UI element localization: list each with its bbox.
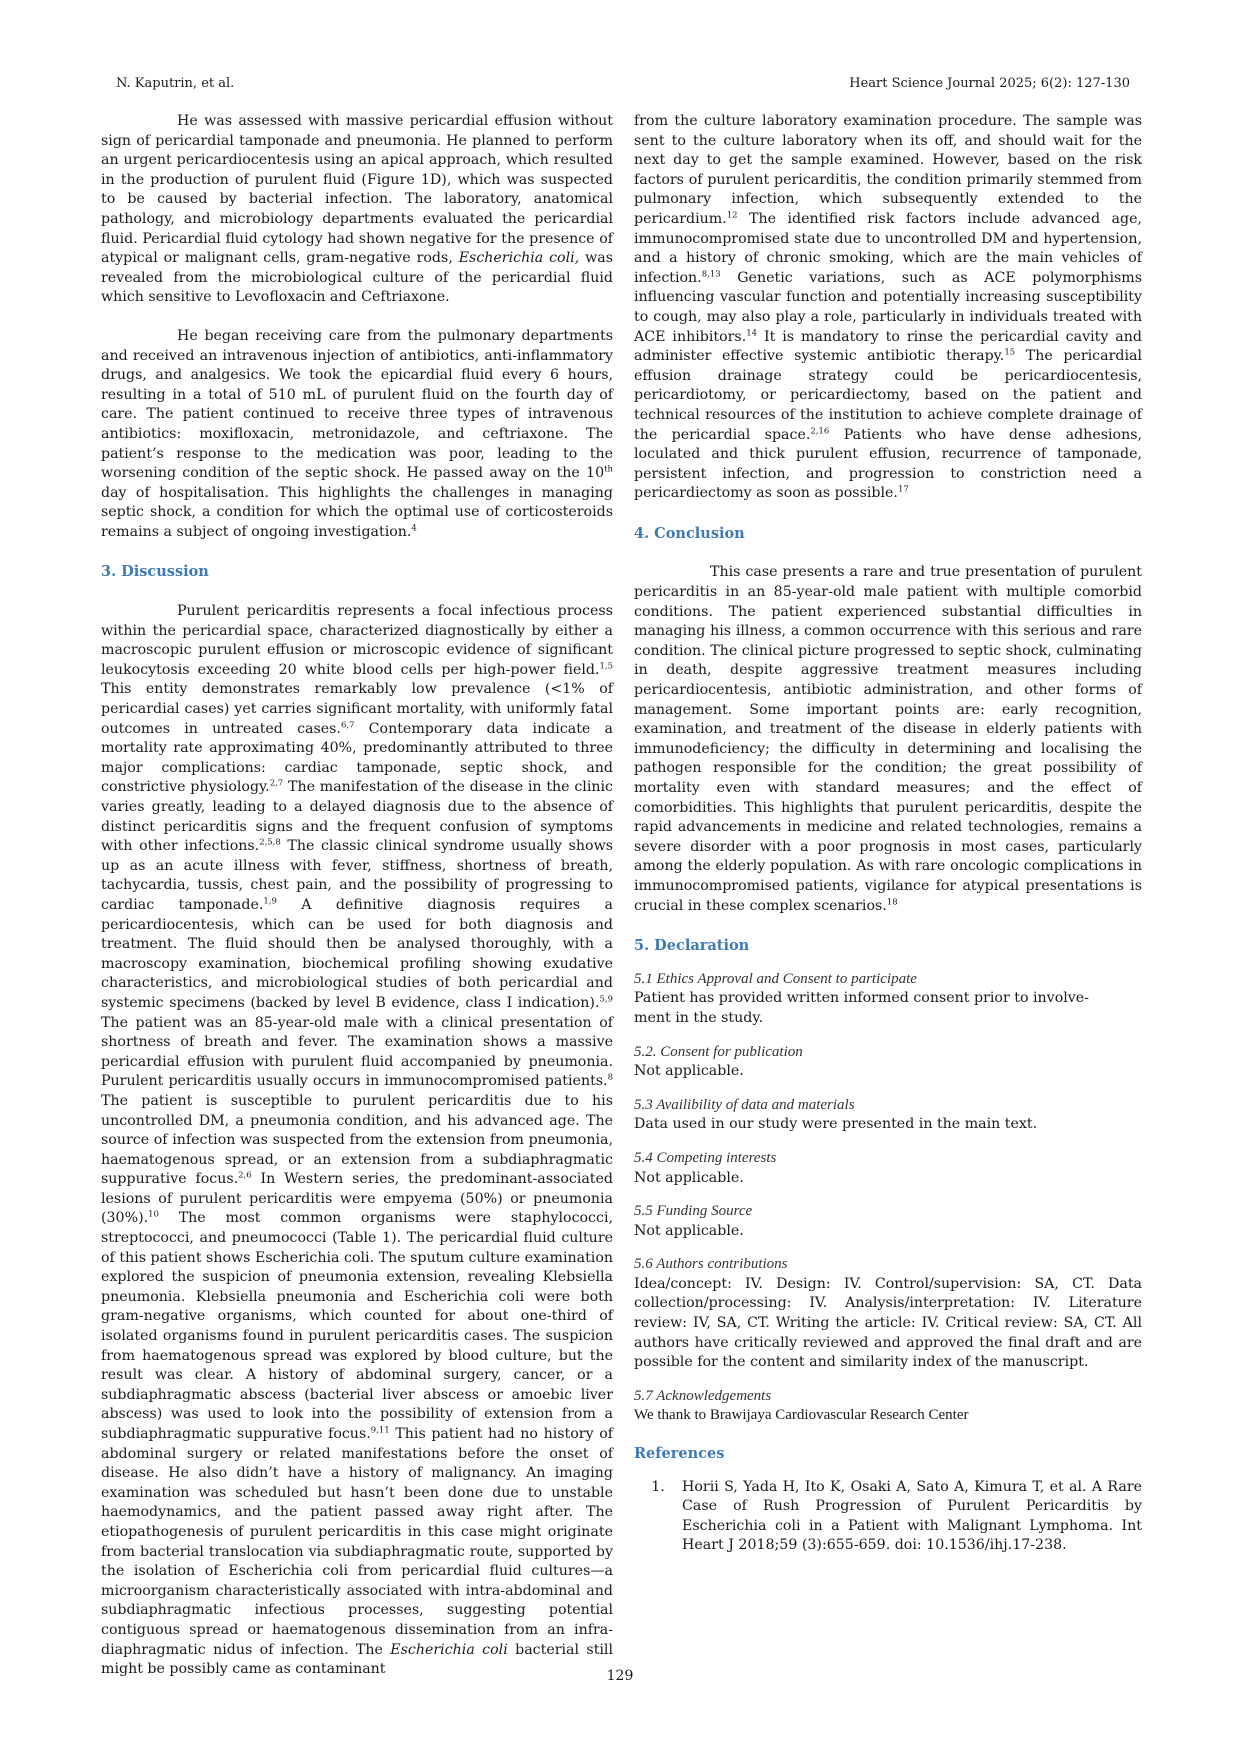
reference-item — [634, 1478, 1142, 1556]
declaration-subheading: 5.3 Availibility of data and materials — [634, 1096, 855, 1113]
declaration-body: Data used in our study were presented in the main text. — [634, 1116, 1038, 1133]
declaration-subheading: 5.7 Acknowledgements — [634, 1387, 772, 1404]
reference-number: 1. — [651, 1478, 665, 1495]
right-column — [634, 112, 1142, 1556]
declaration-body: Idea/concept: IV. Design: IV. Control/supervision: SA, CT. Data collection/processing: IV. Analysis/interpretation: IV. Literature review: IV, SA, CT. Writing the article: IV. Critical review: SA, CT. All authors have critically reviewed and approved the final draft and are possible for the content and similarity index of the manuscript. — [634, 1275, 1142, 1371]
declaration-body: Not applicable. — [634, 1063, 744, 1080]
reference-list — [634, 1478, 1142, 1556]
case-paragraph-2: He began receiving care from the pulmonary departments and received an intravenous injection of antibiotics, anti-inflammatory drugs, and analgesics. We took the epicardial fluid every 6 hours, resulting in a total of 510 mL of purulent fluid on the fourth day of care. The patient continued to receive three types of intravenous antibiotics: moxifloxacin, metronidazole, and ceftriaxone. The patient’s response to the medication was poor, leading to the worsening condition of the septic shock. He passed away on the 10th day of hospitalisation. This highlights the challenges in managing septic shock, a condition for which the optimal use of corticosteroids remains a subject of ongoing investigation.$^4$ — [101, 327, 613, 540]
reference-text: Horii S, Yada H, Ito K, Osaki A, Sato A, Kimura T, et al. A Rare Case of Rush Progression of Purulent Pericarditis by Escherichia coli in a Patient with Malignant Lymphoma. Int Heart J 2018;59 (3):655-659. doi: 10.1536/ihj.17-238. — [682, 1478, 1142, 1554]
declaration-subheading: 5.2. Consent for publication — [634, 1043, 803, 1060]
declaration-subheading: 5.1 Ethics Approval and Consent to participate — [634, 970, 917, 987]
left-column — [101, 112, 613, 1680]
declaration-body: We thank to Brawijaya Cardiovascular Research Center — [634, 1407, 969, 1424]
discussion-continued: from the culture laboratory examination procedure. The sample was sent to the culture laboratory when its off, and should wait for the next day to get the sample examined. However, based on the risk factors of purulent pericarditis, the condition primarily stemmed from pulmonary infection, which subsequently extended to the pericardium.$^{12}$ The identified risk factors include advanced age, immunocompromised state due to uncontrolled DM and hypertension, and a history of chronic smoking, which are the main vehicles of infection.$^{8,13}$ Genetic variations, such as ACE polymorphisms influencing vascular function and potentially increasing susceptibility to cough, may also play a role, particularly in individuals treated with ACE inhibitors.$^{14}$ It is mandatory to rinse the pericardial cavity and administer effective systemic antibiotic therapy.$^{15}$ The pericardial effusion drainage strategy could be pericardiocentesis, pericardiotomy, or pericardiectomy, based on the patient and technical resources of the institution to achieve complete drainage of the pericardial space.$^{2,16}$ Patients who have dense adhesions, loculated and thick purulent effusion, recurrence of tamponade, persistent infection, and progression to constriction need a pericardiectomy as soon as possible.$^{17}$ — [634, 113, 1143, 502]
declaration-subheading: 5.4 Competing interests — [634, 1149, 777, 1166]
discussion-paragraph: Purulent pericarditis represents a focal infectious process within the pericardial space, characterized diagnostically by either a macroscopic purulent effusion or microscopic evidence of significant leukocytosis exceeding 20 white blood cells per high-power field.$^{1,5}$ This entity demonstrates remarkably low prevalence (<1% of pericardial cases) yet carries significant mortality, with uniformly fatal outcomes in untreated cases.$^{6,7}$ Contemporary data indicate a mortality rate approximating 40%, predominantly attributed to three major complications: cardiac tamponade, septic shock, and constrictive physiology.$^{2,7}$ The manifestation of the disease in the clinic varies greatly, leading to a delayed diagnosis due to the absence of distinct pericarditis signs and the frequent confusion of symptoms with other infections.$^{2,5,8}$ The classic clinical syndrome usually shows up as an acute illness with fever, stiffness, shortness of breath, tachycardia, tussis, chest pain, and the possibility of progressing to cardiac tamponade.$^{1,9}$ A definitive diagnosis requires a pericardiocentesis, which can be used for both diagnosis and treatment. The fluid should then be analysed thoroughly, with a macroscopy examination, biochemical profiling showing exudative characteristics, and microbiological studies of both pericardial and systemic specimens (backed by level B evidence, class I indication).$^{5,9}$ The patient was an 85-year-old male with a clinical presentation of shortness of breath and fever. The examination shows a massive pericardial effusion with purulent fluid accompanied by pneumonia. Purulent pericarditis usually occurs in immunocompromised patients.$^8$ The patient is susceptible to purulent pericarditis due to his uncontrolled DM, a pneumonia condition, and his advanced age. The source of infection was suspected from the extension from pneumonia, haematogenous spread, or an extension from a subdiaphragmatic suppurative focus.$^{2,6}$ In Western series, the predominant-associated lesions of purulent pericarditis were empyema (50%) or pneumonia (30%).$^{10}$ The most common organisms were staphylococci, streptococci, and pneumococci (Table 1). The pericardial fluid culture of this patient shows Escherichia coli. The sputum culture examination explored the suspicion of pneumonia extension, revealing Klebsiella pneumonia. Klebsiella pneumonia and Escherichia coli were both gram-negative organisms, which counted for about one-third of isolated organisms found in purulent pericarditis cases. The suspicion from haematogenous spread was explored by blood culture, but the result was clear. A history of abdominal surgery, cancer, or a subdiaphragmatic abscess (bacterial liver abscess or amoebic liver abscess) was used to look into the possibility of extension from a subdiaphragmatic suppurative focus.$^{9,11}$ This patient had no history of abdominal surgery or related manifestations before the onset of disease. He also didn’t have a history of malignancy. An imaging examination was scheduled but hasn’t been done due to unstable haemodynamics, and the patient passed away right after. The etiopathogenesis of purulent pericarditis in this case might originate from bacterial translocation via subdiaphragmatic route, supported by the isolation of Escherichia coli from pericardial fluid cultures—a microorganism characteristically associated with intra-abdominal and subdiaphragmatic infectious processes, suggesting potential contiguous spread or haematogenous dissemination from an infra-diaphragmatic nidus of infection. The Escherichia coli bacterial still might be possibly came as contaminant — [101, 603, 614, 1678]
conclusion-paragraph: This case presents a rare and true presentation of purulent pericarditis in an 85-year-old male patient with multiple comorbid conditions. The patient experienced substantial difficulties in managing his illness, a common occurrence with this serious and rare condition. The clinical picture progressed to septic shock, culminating in death, despite aggressive treatment measures including pericardiocentesis, antibiotic administration, and other forms of management. Some important points are: early recognition, examination, and treatment of the disease in elderly patients with immunodeficiency; the difficulty in determining and localising the pathogen responsible for the condition; the great possibility of mortality even with standard measures; and the effect of comorbidities. This highlights that purulent pericarditis, despite the rapid advancements in medicine and related technologies, remains a severe disorder with a poor prognosis in most cases, particularly among the elderly population. As with rare oncologic complications in immunocompromised patients, vigilance for atypical presentations is crucial in these complex scenarios.$^{18}$ — [634, 564, 1142, 914]
declaration-subheading: 5.6 Authors contributions — [634, 1256, 788, 1273]
running-header-journal: Heart Science Journal 2025; 6(2): 127-130 — [849, 76, 1130, 91]
declaration-subheading: 5.5 Funding Source — [634, 1203, 753, 1220]
conclusion-heading: 4. Conclusion — [634, 524, 745, 542]
references-heading: References — [634, 1445, 725, 1463]
discussion-heading: 3. Discussion — [101, 563, 209, 581]
running-header-authors: N. Kaputrin, et al. — [116, 76, 235, 91]
declaration-body: Not applicable. — [634, 1169, 744, 1186]
declaration-list — [634, 970, 1142, 1426]
declaration-body: Not applicable. — [634, 1222, 744, 1239]
case-paragraph-1: He was assessed with massive pericardial effusion without sign of pericardial tamponade and pneumonia. He planned to perform an urgent pericardiocentesis using an apical approach, which resulted in the production of purulent fluid (Figure 1D), which was suspected to be caused by bacterial infection. The laboratory, anatomical pathology, and microbiology departments evaluated the pericardial fluid. Pericardial fluid cytology had shown negative for the presence of atypical or malignant cells, gram-negative rods, Escherichia coli, was revealed from the microbiological culture of the pericardial fluid which sensitive to Levofloxacin and Ceftriaxone. — [101, 113, 613, 306]
declaration-heading: 5. Declaration — [634, 937, 750, 955]
page-number: 129 — [606, 1668, 634, 1684]
declaration-body: Patient has provided written informed consent prior to involve- ment in the study. — [634, 990, 1089, 1026]
